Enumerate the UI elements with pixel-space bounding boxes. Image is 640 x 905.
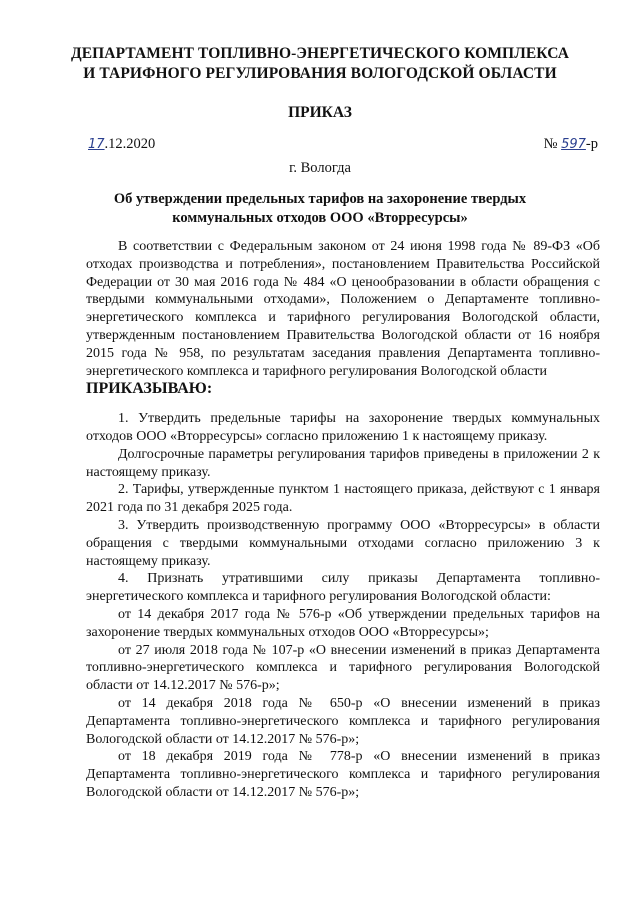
paragraph-3: 3. Утвердить производственную программу ООО «Вторресурсы» в области обращения с твердыми коммунальными отходами согласно приложению 3 к настоящему приказу. <box>86 517 600 569</box>
repealed-order-4: от 18 декабря 2019 года № 778-р «О внесении изменений в приказ Департамента топливно-энергетического комплекса и тарифного регулирования Вологодской области от 14.12.2017 № 576-р»; <box>86 749 600 800</box>
paragraph-4: 4. Признать утратившими силу приказы Департамента топливно-энергетического комплекса и тарифного регулирования Вологодской области: <box>86 571 600 605</box>
date-number-row <box>88 136 598 156</box>
order-number <box>544 136 598 153</box>
handwritten-day: 17 <box>88 137 105 152</box>
preamble: В соответствии с Федеральным законом от 24 июня 1998 года № 89-ФЗ «Об отходах производства и потребления», постановлением Правительства Российской Федерации от 30 мая 2016 года № 484 «О ценообразовании в области обращения с твердыми коммунальными отходами», Положением о Департаменте топливно-энергетического комплекса и тарифного регулирования Вологодской области, утвержденным постановлением Правительства Вологодской области от 16 ноября 2015 года № 958, по результатам заседания правления Департамента топливно-энергетического комплекса и тарифного регулирования Вологодской области <box>86 239 600 379</box>
repealed-order-2: от 27 июля 2018 года № 107-р «О внесении изменений в приказ Департамента топливно-энергетического комплекса и тарифного регулирования Вологодской области от 14.12.2017 № 576-р»; <box>86 642 600 694</box>
document-type: ПРИКАЗ <box>288 104 352 121</box>
header-line-2: И ТАРИФНОГО РЕГУЛИРОВАНИЯ ВОЛОГОДСКОЙ ОБЛАСТИ <box>83 65 557 82</box>
subject-line-1: Об утверждении предельных тарифов на захоронение твердых <box>113 191 527 207</box>
paragraph-1-note: Долгосрочные параметры регулирования тарифов приведены в приложении 2 к настоящему приказу. <box>86 446 600 480</box>
date-rest: .12.2020 <box>104 136 156 152</box>
repealed-order-3: от 14 декабря 2018 года № 650-р «О внесении изменений в приказ Департамента топливно-энергетического комплекса и тарифного регулирования Вологодской области от 14.12.2017 № 576-р»; <box>86 695 600 747</box>
number-prefix: № <box>543 136 562 152</box>
repealed-order-1: от 14 декабря 2017 года № 576-р «Об утверждении предельных тарифов на захоронение твердых коммунальных отходов ООО «Вторресурсы»; <box>86 606 600 640</box>
order-date <box>88 136 155 153</box>
handwritten-number: 597 <box>561 137 586 152</box>
order-body <box>86 238 600 802</box>
order-subject <box>90 190 550 228</box>
subject-line-2: коммунальных отходов ООО «Вторресурсы» <box>172 210 468 226</box>
paragraph-1: 1. Утвердить предельные тарифы на захоронение твердых коммунальных отходов ООО «Вторресурсы» согласно приложению 1 к настоящему приказу. <box>86 411 600 444</box>
paragraph-2: 2. Тарифы, утвержденные пунктом 1 настоящего приказа, действуют с 1 января 2021 года по 31 декабря 2025 года. <box>86 482 600 516</box>
header-line-1: ДЕПАРТАМЕНТ ТОПЛИВНО-ЭНЕРГЕТИЧЕСКОГО КОМПЛЕКСА <box>70 45 570 62</box>
number-suffix: -р <box>585 136 598 152</box>
order-word: ПРИКАЗЫВАЮ: <box>86 380 213 398</box>
city: г. Вологда <box>289 160 351 176</box>
department-header <box>40 44 600 84</box>
